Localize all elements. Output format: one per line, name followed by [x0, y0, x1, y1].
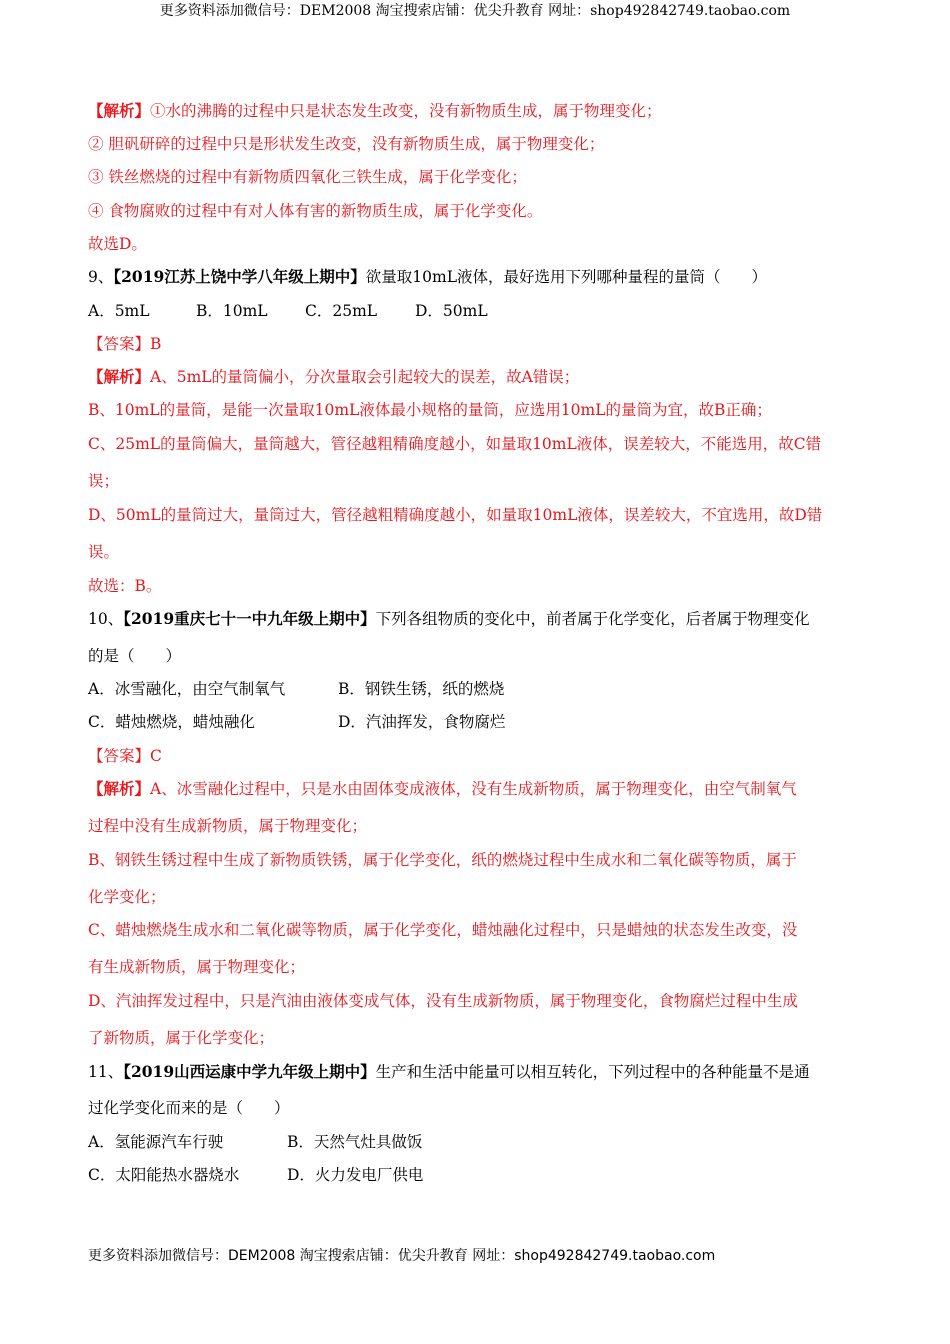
q10-stem-line-2: 的是（ ）	[88, 647, 182, 665]
q9-analysis-line-2: B、10mL的量筒，是能一次量取10mL液体最小规格的量筒，应选用10mL的量筒为宜，故B正确；	[88, 401, 772, 419]
q11-stem-line-1	[88, 1061, 810, 1083]
analysis-tag: 【解析】	[88, 779, 151, 798]
page-footer: 更多资料添加微信号：DEM2008 淘宝搜索店铺：优尖升教育 网址：shop492842749.taobao.com	[88, 1248, 716, 1264]
question-number: 10、	[88, 610, 124, 628]
analysis-text: A、5mL的量筒偏小，分次量取会引起较大的误差，故A错误；	[150, 368, 580, 386]
question-number: 11、	[88, 1063, 124, 1081]
q9-options	[88, 300, 488, 322]
q10-analysis-line-4b: 了新物质，属于化学变化；	[88, 1029, 275, 1047]
option-d: D．汽油挥发，食物腐烂	[338, 713, 506, 731]
q11-options-row-2	[88, 1164, 423, 1186]
option-a: A．氢能源汽车行驶	[88, 1133, 224, 1151]
q8-analysis-line-3: ③ 铁丝燃烧的过程中有新物质四氧化三铁生成，属于化学变化；	[88, 168, 527, 186]
question-source: 【2019山西运康中学九年级上期中】	[123, 1062, 376, 1081]
option-a: A．冰雪融化，由空气制氧气	[88, 680, 286, 698]
analysis-text: ①水的沸腾的过程中只是状态发生改变，没有新物质生成，属于物理变化；	[150, 102, 662, 120]
question-source: 【2019重庆七十一中九年级上期中】	[123, 609, 376, 628]
q10-analysis-line-2b: 化学变化；	[88, 888, 166, 906]
q9-analysis-line-3b: 误；	[88, 472, 120, 490]
q9-analysis-line-4b: 误。	[88, 543, 120, 561]
option-d: D．火力发电厂供电	[287, 1166, 424, 1184]
question-number: 9、	[88, 268, 114, 286]
q10-analysis-line-3a: C、蜡烛燃烧生成水和二氧化碳等物质，属于化学变化，蜡烛融化过程中，只是蜡烛的状态发生改变，没	[88, 921, 798, 939]
q10-analysis-line-1a	[88, 778, 797, 800]
q10-stem-line-1	[88, 608, 810, 630]
q8-analysis-line-1	[88, 100, 662, 122]
option-c: C．蜡烛燃烧，蜡烛融化	[88, 713, 255, 731]
analysis-text: A、冰雪融化过程中，只是水由固体变成液体，没有生成新物质，属于物理变化，由空气制氧气	[150, 780, 797, 798]
q10-analysis-line-2a: B、钢铁生锈过程中生成了新物质铁锈，属于化学变化，纸的燃烧过程中生成水和二氧化碳等物质，属于	[88, 851, 797, 869]
option-a: A．5mL	[88, 302, 150, 320]
q9-stem	[88, 266, 767, 288]
option-b: B．10mL	[196, 302, 268, 320]
q9-analysis-line-3a: C、25mL的量筒偏大，量筒越大，管径越粗精确度越小，如量取10mL液体，误差较大，不能选用，故C错	[88, 435, 822, 453]
q10-analysis-line-3b: 有生成新物质，属于物理变化；	[88, 958, 306, 976]
q10-options-row-2	[88, 711, 505, 733]
analysis-tag: 【解析】	[88, 101, 151, 120]
q9-answer: 【答案】B	[88, 335, 162, 353]
q9-analysis-line-1	[88, 366, 579, 388]
q10-answer: 【答案】C	[88, 747, 162, 765]
question-source: 【2019江苏上饶中学八年级上期中】	[113, 267, 366, 286]
q8-choose: 故选D。	[88, 235, 147, 253]
q9-analysis-line-4a: D、50mL的量筒过大，量筒过大，管径越粗精确度越小，如量取10mL液体，误差较大，不宜选用，故D错	[88, 506, 823, 524]
question-text: 下列各组物质的变化中，前者属于化学变化，后者属于物理变化	[375, 610, 810, 628]
question-text: 欲量取10mL液体，最好选用下列哪种量程的量筒（ ）	[365, 268, 767, 286]
q11-options-row-1	[88, 1131, 422, 1153]
option-b: B．天然气灶具做饭	[287, 1133, 423, 1151]
page-header: 更多资料添加微信号：DEM2008 淘宝搜索店铺：优尖升教育 网址：shop492842749.taobao.com	[159, 3, 791, 19]
option-c: C．太阳能热水器烧水	[88, 1166, 240, 1184]
q8-analysis-line-4: ④ 食物腐败的过程中有对人体有害的新物质生成，属于化学变化。	[88, 202, 543, 220]
analysis-tag: 【解析】	[88, 367, 151, 386]
q10-analysis-line-4a: D、汽油挥发过程中，只是汽油由液体变成气体，没有生成新物质，属于物理变化，食物腐烂过程中生成	[88, 992, 798, 1010]
q9-choose: 故选：B。	[88, 577, 162, 595]
q11-stem-line-2: 过化学变化而来的是（ ）	[88, 1099, 290, 1117]
q10-analysis-line-1b: 过程中没有生成新物质，属于物理变化；	[88, 817, 368, 835]
q10-options-row-1	[88, 678, 504, 700]
question-text: 生产和生活中能量可以相互转化，下列过程中的各种能量不是通	[375, 1063, 810, 1081]
option-c: C．25mL	[305, 302, 378, 320]
option-b: B．钢铁生锈，纸的燃烧	[338, 680, 505, 698]
q8-analysis-line-2: ② 胆矾研碎的过程中只是形状发生改变，没有新物质生成，属于物理变化；	[88, 135, 605, 153]
option-d: D．50mL	[415, 302, 488, 320]
